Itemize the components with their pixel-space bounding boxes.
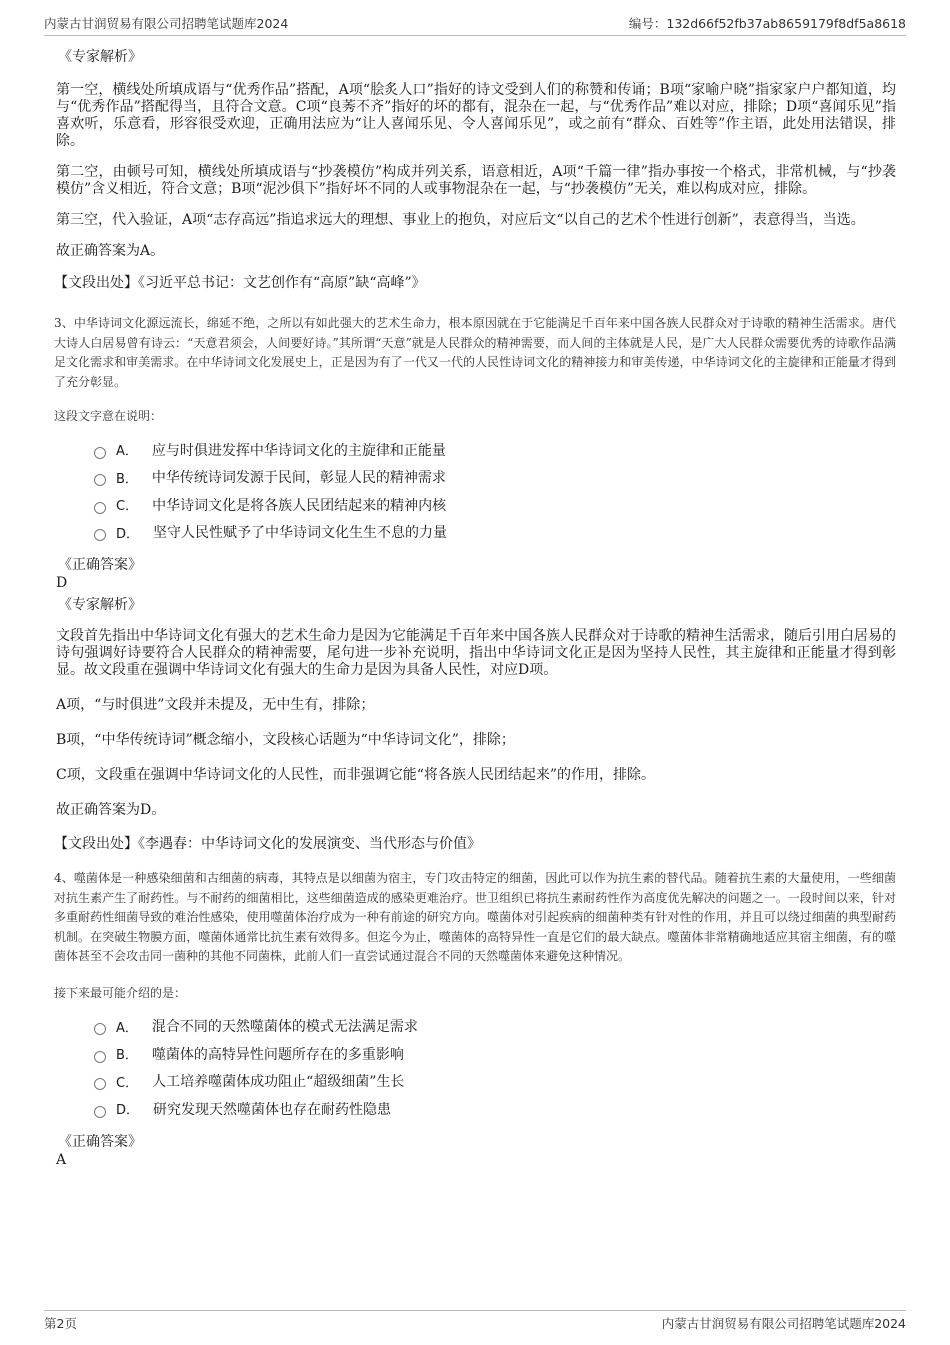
analysis-paragraph: 故正确答案为D。 <box>56 802 166 818</box>
radio-icon[interactable] <box>94 474 106 486</box>
analysis-paragraph: 第一空，横线处所填成语与“优秀作品”搭配，A项“脍炙人口”指好的诗文受到人们的称赞和传诵；B项“家喻户晓”指家家户户都知道，均与“优秀作品”搭配得当，且符合文意。C项“良莠不齐”指好的坏的都有，混杂在一起，与“优秀作品”难以对应，排除；D项“喜闻乐见”指喜欢听，乐意看，形容很受欢迎，正确用法应为“让人喜闻乐见、令人喜闻乐见”，或之前有“群众、百姓等”作主语，此处用法错误，排除。 <box>56 82 896 149</box>
answer-options <box>94 436 896 546</box>
option-letter: A． <box>116 444 138 460</box>
option-a[interactable] <box>94 1013 896 1041</box>
source-citation: 【文段出处】《习近平总书记：文艺创作有“高原”缺“高峰”》 <box>54 275 426 291</box>
radio-icon[interactable] <box>94 1078 106 1090</box>
option-c[interactable] <box>94 491 896 519</box>
option-d[interactable] <box>94 519 896 547</box>
expert-analysis-label: 《专家解析》 <box>58 597 142 613</box>
option-letter: C． <box>116 1075 139 1091</box>
radio-icon[interactable] <box>94 447 106 459</box>
answer-options <box>94 1013 896 1123</box>
option-b[interactable] <box>94 1040 896 1068</box>
expert-analysis-label: 《专家解析》 <box>58 49 142 65</box>
question-prompt: 这段文字意在说明： <box>54 409 163 423</box>
question-3 <box>54 314 896 853</box>
option-c[interactable] <box>94 1068 896 1096</box>
analysis-paragraph: 文段首先指出中华诗词文化有强大的艺术生命力是因为它能满足千百年来中国各族人民群众对于诗歌的精神生活需求，随后引用白居易的诗句强调好诗要符合人民群众的精神需要，尾句进一步补充说明，指出中华诗词文化正是因为坚持人民性，其主旋律和正能量才得到彰显。故文段重在强调中华诗词文化有强大的生命力是因为具备人民性，对应D项。 <box>56 628 896 678</box>
header-doc-title: 内蒙古甘润贸易有限公司招聘笔试题库2024 <box>44 16 289 31</box>
correct-answer-value: D <box>56 575 68 591</box>
page-header <box>44 14 906 36</box>
page-content <box>54 48 896 1173</box>
question-2-analysis <box>54 48 896 292</box>
option-text: 研究发现天然噬菌体也存在耐药性隐患 <box>153 1101 392 1118</box>
question-prompt: 接下来最可能介绍的是： <box>54 985 187 1000</box>
question-text: 4、噬菌体是一种感染细菌和古细菌的病毒，其特点是以细菌为宿主，专门攻击特定的细菌，因此可以作为抗生素的替代品。随着抗生素的大量使用，一些细菌对抗生素产生了耐药性。与不耐药的细菌相比，这些细菌造成的感染更难治疗。世卫组织已将抗生素耐药性作为高度优先解决的问题之一。一段时间以来，针对多重耐药性细菌导致的难治性感染，使用噬菌体治疗成为一种有前途的研究方向。噬菌体对引起疾病的细菌种类有针对性的作用，并且可以绕过细菌的典型耐药机制。在突破生物膜方面，噬菌体通常比抗生素有效得多。但迄今为止，噬菌体的高特异性一直是它们的最大缺点。噬菌体非常精确地适应其宿主细菌，有的噬菌体甚至不会攻击同一菌种的其他不同菌株，此前人们一直尝试通过混合不同的天然噬菌体来避免这种情况。 <box>54 871 896 963</box>
analysis-paragraph: C项，文段重在强调中华诗词文化的人民性，而非强调它能“将各族人民团结起来”的作用，排除。 <box>56 767 656 783</box>
question-4 <box>54 869 896 1169</box>
option-a[interactable] <box>94 436 896 464</box>
analysis-paragraph: 第二空，由顿号可知，横线处所填成语与“抄袭模仿”构成并列关系，语意相近，A项“千篇一律”指办事按一个格式，非常机械，与“抄袭模仿”含义相近，符合文意；B项“泥沙俱下”指好坏不同的人或事物混杂在一起，与“抄袭模仿”无关，难以构成对应，排除。 <box>56 164 896 197</box>
analysis-paragraph: 第三空，代入验证，A项“志存高远”指追求远大的理想、事业上的抱负，对应后文“以自己的艺术个性进行创新”，表意得当，当选。 <box>56 212 865 228</box>
footer-doc-title: 内蒙古甘润贸易有限公司招聘笔试题库2024 <box>661 1316 906 1331</box>
question-text: 3、中华诗词文化源远流长，绵延不绝，之所以有如此强大的艺术生命力，根本原因就在于它能满足千百年来中国各族人民群众对于诗歌的精神生活需求。唐代大诗人白居易曾有诗云：“天意君须会，人间要好诗。”其所谓“天意”就是人民群众的精神需要，而人间的主体就是人民，是广大人民群众需要优秀的诗歌作品满足文化需求和审美需求。在中华诗词文化发展史上，正是因为有了一代又一代的人民性诗词文化的精神接力和审美传递，中华诗词文化的主旋律和正能量才得到了充分彰显。 <box>54 316 896 389</box>
source-citation: 【文段出处】《李遇春：中华诗词文化的发展演变、当代形态与价值》 <box>54 836 481 852</box>
option-letter: C． <box>116 499 139 515</box>
option-text: 应与时俱进发挥中华诗词文化的主旋律和正能量 <box>151 442 446 459</box>
option-d[interactable] <box>94 1095 896 1123</box>
radio-icon[interactable] <box>94 1051 106 1063</box>
correct-answer-label: 《正确答案》 <box>58 557 142 573</box>
correct-answer-label: 《正确答案》 <box>58 1133 142 1150</box>
analysis-paragraph: B项，“中华传统诗词”概念缩小，文段核心话题为“中华诗词文化”，排除； <box>56 732 515 748</box>
option-text: 坚守人民性赋予了中华诗词文化生生不息的力量 <box>153 525 448 542</box>
option-text: 中华诗词文化是将各族人民团结起来的精神内核 <box>152 497 447 514</box>
option-b[interactable] <box>94 464 896 492</box>
radio-icon[interactable] <box>94 529 106 541</box>
page-footer <box>44 1310 906 1332</box>
option-letter: A． <box>116 1020 138 1036</box>
option-letter: B． <box>116 1048 138 1064</box>
option-text: 混合不同的天然噬菌体的模式无法满足需求 <box>151 1019 418 1036</box>
analysis-paragraph: A项，“与时俱进”文段并未提及，无中生有，排除； <box>56 697 375 713</box>
radio-icon[interactable] <box>94 1023 106 1035</box>
radio-icon[interactable] <box>94 502 106 514</box>
correct-answer-value: A <box>56 1151 67 1168</box>
header-doc-id: 编号：132d66f52fb37ab8659179f8df5a8618 <box>628 16 906 31</box>
option-letter: D． <box>116 526 140 542</box>
option-text: 噬菌体的高特异性问题所存在的多重影响 <box>151 1046 404 1063</box>
page-number: 第2页 <box>44 1316 77 1331</box>
option-letter: D． <box>116 1103 140 1119</box>
analysis-paragraph: 故正确答案为A。 <box>56 243 165 259</box>
option-text: 人工培养噬菌体成功阻止“超级细菌”生长 <box>152 1074 405 1091</box>
option-text: 中华传统诗词发源于民间，彰显人民的精神需求 <box>151 470 446 487</box>
radio-icon[interactable] <box>94 1106 106 1118</box>
option-letter: B． <box>116 471 138 487</box>
